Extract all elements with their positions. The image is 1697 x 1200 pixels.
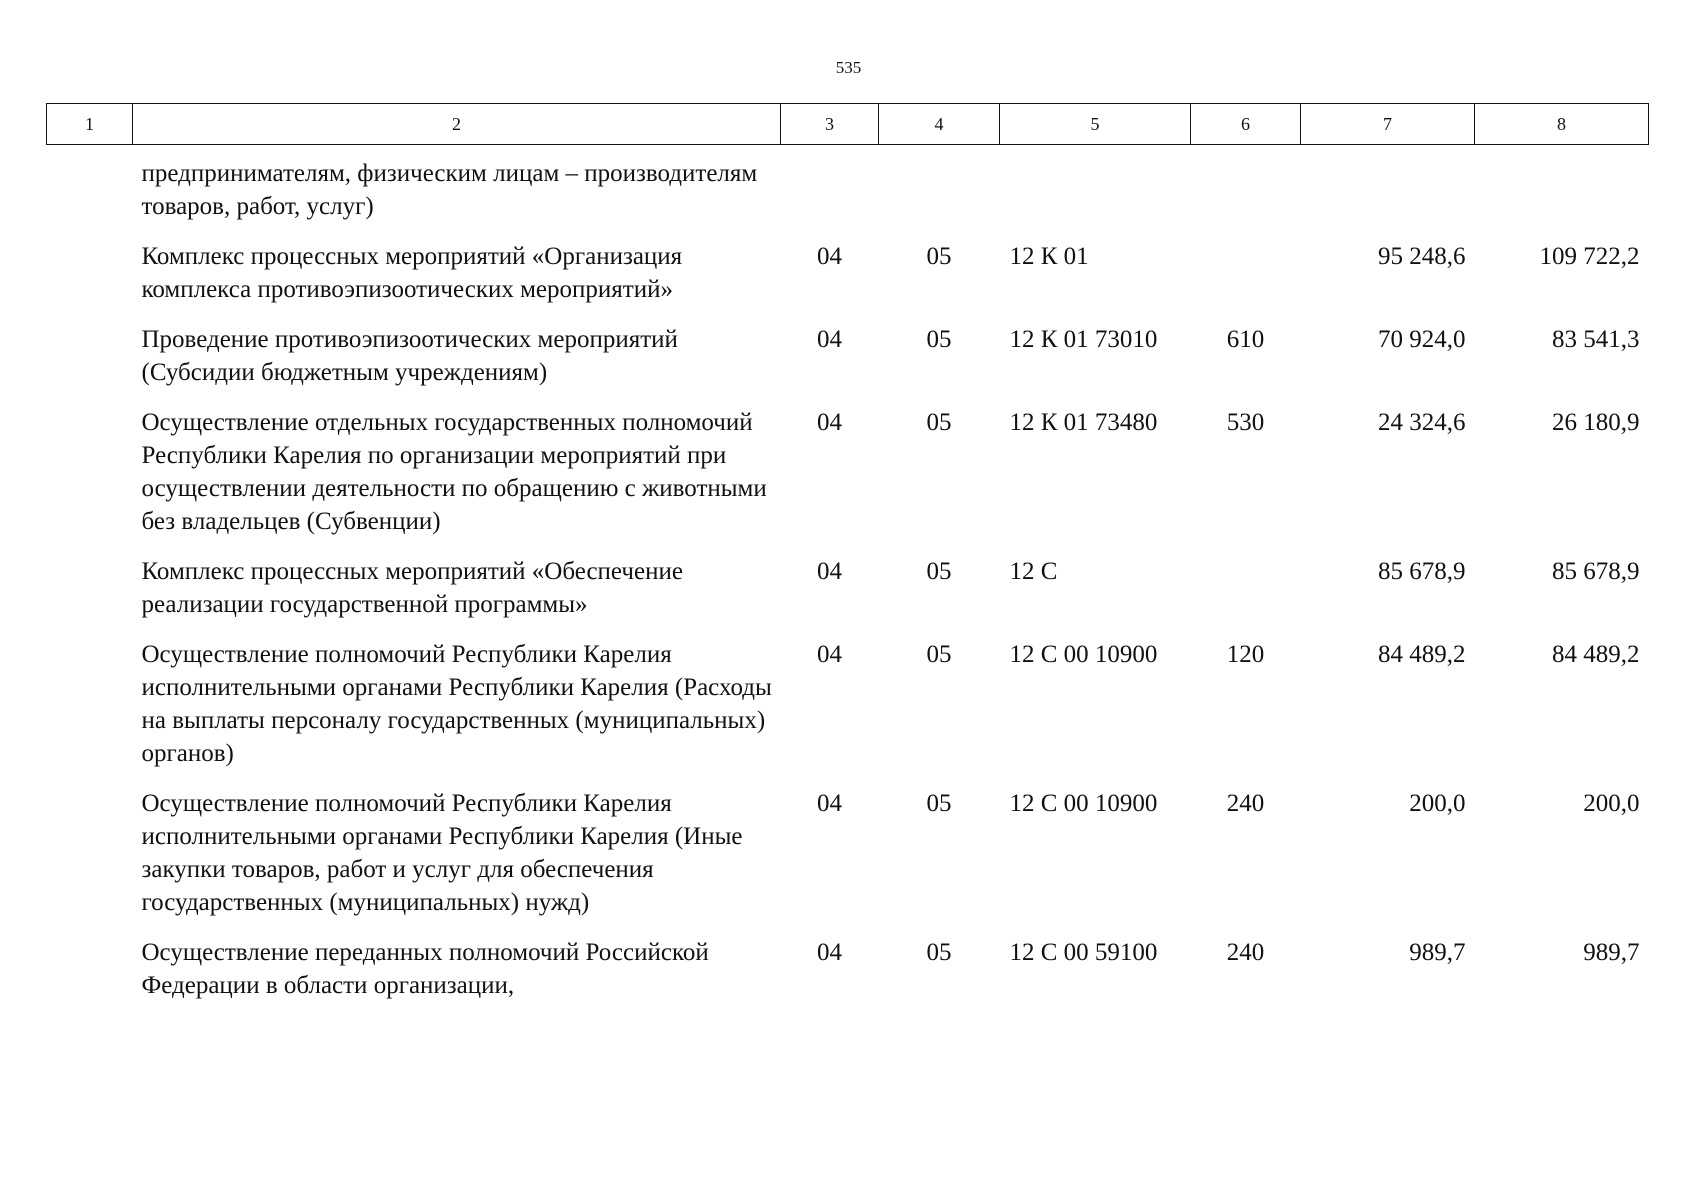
column-number-row [47,104,1649,145]
row-subsection: 05 [926,558,952,585]
column-header-2: 2 [133,104,781,145]
row-expense-type [1191,145,1301,241]
row-target-article: 12 К 01 73010 [1009,326,1158,353]
row-subsection: 05 [926,939,952,966]
table-row [47,240,1649,323]
row-amount-col8 [1475,145,1649,241]
table-row [47,145,1649,241]
row-subsection [879,145,1000,241]
row-section: 04 [817,790,842,817]
row-section: 04 [817,409,842,436]
row-expense-type: 530 [1226,409,1265,436]
row-expense-type: 120 [1226,641,1265,668]
row-amount-col7: 200,0 [1409,790,1466,817]
row-name: предпринимателям, физическим лицам – производителям товаров, работ, услуг) [141,160,758,220]
column-header-3: 3 [781,104,879,145]
row-amount-col7: 85 678,9 [1378,558,1466,585]
row-expense-type [1191,240,1301,323]
row-amount-col8: 26 180,9 [1552,409,1640,436]
row-name: Комплекс процессных мероприятий «Обеспечение реализации государственной программы» [141,558,683,618]
page-number: 535 [835,58,862,77]
column-header-4: 4 [879,104,1000,145]
row-section [781,145,879,241]
row-section: 04 [817,939,842,966]
row-target-article: 12 С 00 10900 [1009,641,1158,668]
row-amount-col8: 84 489,2 [1552,641,1640,668]
row-target-article [1000,145,1191,241]
row-target-article: 12 С 00 10900 [1009,790,1158,817]
row-subsection: 05 [926,326,952,353]
table-row [47,323,1649,406]
table-row [47,787,1649,936]
row-amount-col7 [1301,145,1475,241]
row-target-article: 12 С 00 59100 [1009,939,1158,966]
row-expense-type: 240 [1226,939,1265,966]
row-amount-col8: 989,7 [1583,939,1640,966]
row-amount-col8: 83 541,3 [1552,326,1640,353]
column-header-7: 7 [1301,104,1475,145]
table-row [47,638,1649,787]
row-name: Комплекс процессных мероприятий «Организация комплекса противоэпизоотических мероприятий» [141,243,683,303]
row-amount-col7: 24 324,6 [1378,409,1466,436]
row-target-article: 12 С [1009,558,1058,585]
row-subsection: 05 [926,243,952,270]
row-amount-col8: 109 722,2 [1539,243,1640,270]
row-subsection: 05 [926,641,952,668]
row-target-article: 12 К 01 73480 [1009,409,1158,436]
row-name: Проведение противоэпизоотических мероприятий (Субсидии бюджетным учреждениям) [141,326,678,386]
column-header-5: 5 [1000,104,1191,145]
row-amount-col7: 95 248,6 [1378,243,1466,270]
row-amount-col8: 85 678,9 [1552,558,1640,585]
budget-table [46,103,1649,1019]
table-row [47,936,1649,1019]
row-section: 04 [817,243,842,270]
row-amount-col7: 989,7 [1409,939,1466,966]
row-expense-type: 610 [1226,326,1265,353]
row-amount-col7: 70 924,0 [1378,326,1466,353]
row-expense-type [1191,555,1301,638]
row-name: Осуществление полномочий Республики Карелия исполнительными органами Республики Карелия (Иные закупки товаров, работ и услуг для обеспечения государственных (муниципальных) нужд) [141,790,743,916]
column-header-1: 1 [47,104,133,145]
row-subsection: 05 [926,790,952,817]
row-amount-col7: 84 489,2 [1378,641,1466,668]
row-name: Осуществление полномочий Республики Карелия исполнительными органами Республики Карелия (Расходы на выплаты персоналу государственных (муниципальных) органов) [141,641,772,767]
column-header-6: 6 [1191,104,1301,145]
row-expense-type: 240 [1226,790,1265,817]
column-header-8: 8 [1475,104,1649,145]
row-target-article: 12 К 01 [1009,243,1089,270]
row-name: Осуществление отдельных государственных полномочий Республики Карелия по организации мероприятий при осуществлении деятельности по обращению с животными без владельцев (Субвенции) [141,409,767,535]
table-row [47,406,1649,555]
row-section: 04 [817,326,842,353]
row-section: 04 [817,558,842,585]
row-name: Осуществление переданных полномочий Российской Федерации в области организации, [141,939,709,999]
row-amount-col8: 200,0 [1583,790,1640,817]
table-row [47,555,1649,638]
row-subsection: 05 [926,409,952,436]
row-section: 04 [817,641,842,668]
